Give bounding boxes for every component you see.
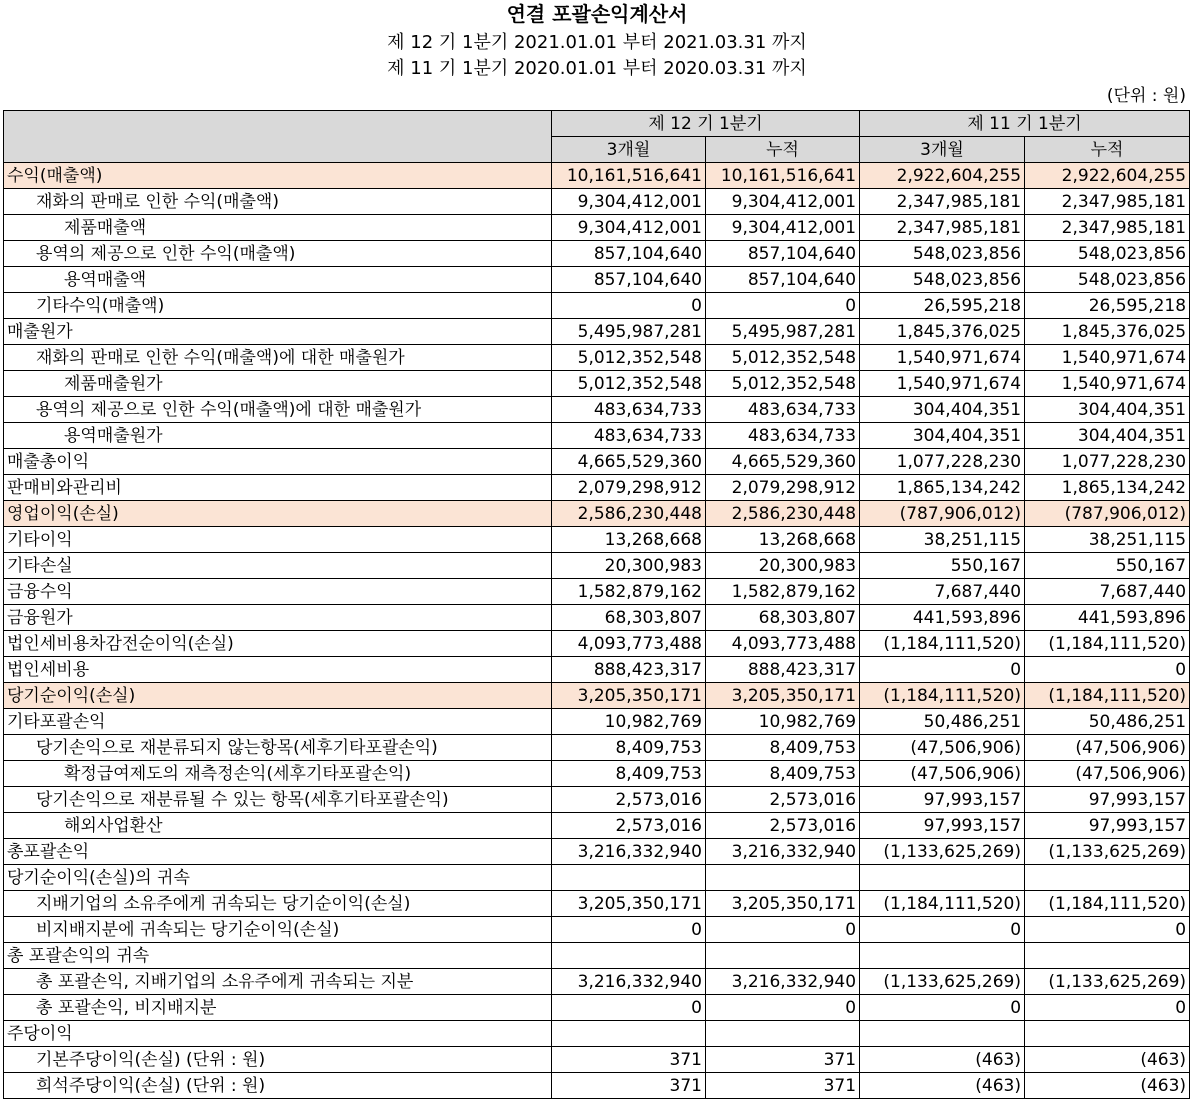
value-cell — [706, 1021, 860, 1047]
table-row — [4, 267, 1190, 293]
value-cell: 888,423,317 — [552, 657, 706, 683]
row-label: 확정급여제도의 재측정손익(세후기타포괄손익) — [4, 761, 552, 787]
table-row — [4, 995, 1190, 1021]
table-row — [4, 241, 1190, 267]
row-label: 금융원가 — [4, 605, 552, 631]
value-cell: 0 — [706, 293, 860, 319]
value-cell: 38,251,115 — [1025, 527, 1190, 553]
table-row — [4, 917, 1190, 943]
value-cell: 50,486,251 — [860, 709, 1025, 735]
row-label: 판매비와관리비 — [4, 475, 552, 501]
value-cell: 20,300,983 — [552, 553, 706, 579]
statement-title: 연결 포괄손익계산서 — [506, 2, 688, 26]
value-cell: 97,993,157 — [860, 813, 1025, 839]
value-cell: 50,486,251 — [1025, 709, 1190, 735]
table-row — [4, 319, 1190, 345]
table-row — [4, 735, 1190, 761]
value-cell: 2,586,230,448 — [706, 501, 860, 527]
value-cell: 10,982,769 — [552, 709, 706, 735]
value-cell: 441,593,896 — [1025, 605, 1190, 631]
value-cell: (787,906,012) — [860, 501, 1025, 527]
value-cell: 304,404,351 — [860, 397, 1025, 423]
value-cell: 550,167 — [860, 553, 1025, 579]
table-row — [4, 839, 1190, 865]
value-cell: 10,161,516,641 — [552, 163, 706, 189]
header-prior-3months: 3개월 — [860, 137, 1025, 163]
header-row-groups — [4, 111, 1190, 137]
table-row — [4, 527, 1190, 553]
row-label: 비지배지분에 귀속되는 당기순이익(손실) — [4, 917, 552, 943]
value-cell: 857,104,640 — [552, 241, 706, 267]
value-cell: (47,506,906) — [860, 761, 1025, 787]
value-cell: 1,582,879,162 — [706, 579, 860, 605]
value-cell: (1,133,625,269) — [860, 969, 1025, 995]
row-label: 용역의 제공으로 인한 수익(매출액)에 대한 매출원가 — [4, 397, 552, 423]
value-cell: 0 — [1025, 657, 1190, 683]
header-blank-cell — [4, 111, 552, 163]
value-cell: 2,573,016 — [552, 787, 706, 813]
value-cell: 304,404,351 — [860, 423, 1025, 449]
value-cell — [1025, 1021, 1190, 1047]
value-cell: 548,023,856 — [1025, 241, 1190, 267]
value-cell: 13,268,668 — [706, 527, 860, 553]
value-cell: 1,540,971,674 — [1025, 371, 1190, 397]
table-row — [4, 293, 1190, 319]
table-row — [4, 501, 1190, 527]
table-row — [4, 605, 1190, 631]
value-cell: 2,586,230,448 — [552, 501, 706, 527]
value-cell: 3,205,350,171 — [552, 891, 706, 917]
value-cell: 2,573,016 — [552, 813, 706, 839]
value-cell: (1,184,111,520) — [1025, 631, 1190, 657]
value-cell: 4,093,773,488 — [706, 631, 860, 657]
value-cell: 2,347,985,181 — [1025, 215, 1190, 241]
table-row — [4, 215, 1190, 241]
value-cell: 2,573,016 — [706, 813, 860, 839]
value-cell: 2,922,604,255 — [860, 163, 1025, 189]
value-cell: 0 — [552, 293, 706, 319]
value-cell: 13,268,668 — [552, 527, 706, 553]
value-cell: (1,184,111,520) — [1025, 891, 1190, 917]
value-cell: 38,251,115 — [860, 527, 1025, 553]
value-cell: 371 — [706, 1073, 860, 1099]
row-label: 총 포괄손익, 비지배지분 — [4, 995, 552, 1021]
value-cell: 8,409,753 — [706, 761, 860, 787]
row-label: 지배기업의 소유주에게 귀속되는 당기순이익(손실) — [4, 891, 552, 917]
value-cell: 888,423,317 — [706, 657, 860, 683]
table-row — [4, 449, 1190, 475]
value-cell: (47,506,906) — [860, 735, 1025, 761]
row-label: 매출총이익 — [4, 449, 552, 475]
value-cell: (1,184,111,520) — [1025, 683, 1190, 709]
header-prior-period: 제 11 기 1분기 — [860, 111, 1190, 137]
value-cell: (787,906,012) — [1025, 501, 1190, 527]
period-prior: 제 11 기 1분기 2020.01.01 부터 2020.03.31 까지 — [387, 58, 807, 79]
table-row — [4, 163, 1190, 189]
row-label: 기본주당이익(손실) (단위 : 원) — [4, 1047, 552, 1073]
value-cell: 441,593,896 — [860, 605, 1025, 631]
value-cell: 2,573,016 — [706, 787, 860, 813]
value-cell: 68,303,807 — [706, 605, 860, 631]
row-label: 기타포괄손익 — [4, 709, 552, 735]
value-cell: (1,133,625,269) — [1025, 839, 1190, 865]
row-label: 당기손익으로 재분류되지 않는항목(세후기타포괄손익) — [4, 735, 552, 761]
value-cell — [552, 1021, 706, 1047]
value-cell — [860, 865, 1025, 891]
value-cell — [860, 943, 1025, 969]
period-current: 제 12 기 1분기 2021.01.01 부터 2021.03.31 까지 — [387, 32, 807, 53]
value-cell: 0 — [860, 657, 1025, 683]
value-cell: 5,495,987,281 — [706, 319, 860, 345]
row-label: 당기순이익(손실) — [4, 683, 552, 709]
value-cell: 3,216,332,940 — [552, 839, 706, 865]
row-label: 제품매출액 — [4, 215, 552, 241]
value-cell: 9,304,412,001 — [706, 189, 860, 215]
value-cell: 5,495,987,281 — [552, 319, 706, 345]
value-cell: 1,582,879,162 — [552, 579, 706, 605]
value-cell: 3,205,350,171 — [706, 891, 860, 917]
header-current-3months: 3개월 — [552, 137, 706, 163]
value-cell: (1,133,625,269) — [860, 839, 1025, 865]
value-cell: 8,409,753 — [552, 761, 706, 787]
value-cell: 5,012,352,548 — [552, 371, 706, 397]
table-row — [4, 345, 1190, 371]
table-row — [4, 761, 1190, 787]
row-label: 총포괄손익 — [4, 839, 552, 865]
header-prior-cumulative: 누적 — [1025, 137, 1190, 163]
table-row — [4, 475, 1190, 501]
value-cell: 1,865,134,242 — [1025, 475, 1190, 501]
row-label: 법인세비용차감전순이익(손실) — [4, 631, 552, 657]
row-label: 금융수익 — [4, 579, 552, 605]
value-cell: 5,012,352,548 — [706, 345, 860, 371]
table-row — [4, 423, 1190, 449]
unit-label: (단위 : 원) — [1106, 86, 1186, 106]
value-cell: 483,634,733 — [552, 397, 706, 423]
value-cell: (463) — [1025, 1047, 1190, 1073]
value-cell — [552, 865, 706, 891]
value-cell: 2,347,985,181 — [860, 215, 1025, 241]
income-statement-table — [3, 110, 1190, 1099]
value-cell: 10,982,769 — [706, 709, 860, 735]
value-cell: 5,012,352,548 — [552, 345, 706, 371]
value-cell: 0 — [860, 917, 1025, 943]
value-cell: 0 — [1025, 995, 1190, 1021]
value-cell: 304,404,351 — [1025, 423, 1190, 449]
value-cell: 9,304,412,001 — [706, 215, 860, 241]
row-label: 제품매출원가 — [4, 371, 552, 397]
value-cell: 0 — [552, 995, 706, 1021]
row-label: 용역매출원가 — [4, 423, 552, 449]
value-cell: 7,687,440 — [1025, 579, 1190, 605]
value-cell: 8,409,753 — [552, 735, 706, 761]
value-cell: 97,993,157 — [860, 787, 1025, 813]
value-cell: 26,595,218 — [860, 293, 1025, 319]
value-cell: 371 — [552, 1073, 706, 1099]
value-cell: (1,184,111,520) — [860, 891, 1025, 917]
value-cell: 8,409,753 — [706, 735, 860, 761]
table-row — [4, 709, 1190, 735]
value-cell: (1,184,111,520) — [860, 631, 1025, 657]
table-row — [4, 1073, 1190, 1099]
value-cell: 0 — [860, 995, 1025, 1021]
table-row — [4, 813, 1190, 839]
row-label: 기타수익(매출액) — [4, 293, 552, 319]
value-cell: 304,404,351 — [1025, 397, 1190, 423]
value-cell: 1,077,228,230 — [860, 449, 1025, 475]
value-cell: 10,161,516,641 — [706, 163, 860, 189]
value-cell: 483,634,733 — [706, 397, 860, 423]
value-cell — [706, 943, 860, 969]
value-cell: 0 — [706, 917, 860, 943]
value-cell — [860, 1021, 1025, 1047]
table-row — [4, 891, 1190, 917]
value-cell: 68,303,807 — [552, 605, 706, 631]
table-row — [4, 657, 1190, 683]
row-label: 재화의 판매로 인한 수익(매출액)에 대한 매출원가 — [4, 345, 552, 371]
value-cell: 1,540,971,674 — [860, 371, 1025, 397]
value-cell: 97,993,157 — [1025, 787, 1190, 813]
table-row — [4, 189, 1190, 215]
value-cell: 2,347,985,181 — [860, 189, 1025, 215]
row-label: 기타이익 — [4, 527, 552, 553]
value-cell: 550,167 — [1025, 553, 1190, 579]
table-row — [4, 943, 1190, 969]
value-cell: 3,205,350,171 — [552, 683, 706, 709]
value-cell: (47,506,906) — [1025, 735, 1190, 761]
value-cell: (463) — [1025, 1073, 1190, 1099]
table-row — [4, 969, 1190, 995]
value-cell: 2,922,604,255 — [1025, 163, 1190, 189]
value-cell: 371 — [552, 1047, 706, 1073]
value-cell: 3,216,332,940 — [706, 839, 860, 865]
value-cell: 2,347,985,181 — [1025, 189, 1190, 215]
value-cell: 548,023,856 — [860, 267, 1025, 293]
value-cell: 3,205,350,171 — [706, 683, 860, 709]
value-cell: (463) — [860, 1047, 1025, 1073]
row-label: 당기손익으로 재분류될 수 있는 항목(세후기타포괄손익) — [4, 787, 552, 813]
value-cell: 26,595,218 — [1025, 293, 1190, 319]
value-cell: 4,093,773,488 — [552, 631, 706, 657]
row-label: 희석주당이익(손실) (단위 : 원) — [4, 1073, 552, 1099]
table-row — [4, 683, 1190, 709]
row-label: 총 포괄손익, 지배기업의 소유주에게 귀속되는 지분 — [4, 969, 552, 995]
value-cell: 483,634,733 — [706, 423, 860, 449]
value-cell: 1,845,376,025 — [860, 319, 1025, 345]
value-cell: 3,216,332,940 — [706, 969, 860, 995]
value-cell — [552, 943, 706, 969]
row-label: 매출원가 — [4, 319, 552, 345]
value-cell: 0 — [706, 995, 860, 1021]
value-cell: (1,184,111,520) — [860, 683, 1025, 709]
row-label: 당기순이익(손실)의 귀속 — [4, 865, 552, 891]
value-cell: 1,540,971,674 — [1025, 345, 1190, 371]
value-cell: 857,104,640 — [552, 267, 706, 293]
value-cell: 1,077,228,230 — [1025, 449, 1190, 475]
value-cell: 4,665,529,360 — [706, 449, 860, 475]
table-row — [4, 787, 1190, 813]
value-cell: 20,300,983 — [706, 553, 860, 579]
value-cell: 0 — [552, 917, 706, 943]
value-cell — [1025, 943, 1190, 969]
row-label: 용역의 제공으로 인한 수익(매출액) — [4, 241, 552, 267]
table-row — [4, 579, 1190, 605]
row-label: 기타손실 — [4, 553, 552, 579]
row-label: 재화의 판매로 인한 수익(매출액) — [4, 189, 552, 215]
value-cell: 4,665,529,360 — [552, 449, 706, 475]
value-cell: 7,687,440 — [860, 579, 1025, 605]
row-label: 총 포괄손익의 귀속 — [4, 943, 552, 969]
value-cell: 483,634,733 — [552, 423, 706, 449]
value-cell: 548,023,856 — [1025, 267, 1190, 293]
value-cell: 1,845,376,025 — [1025, 319, 1190, 345]
value-cell: 9,304,412,001 — [552, 189, 706, 215]
value-cell: 97,993,157 — [1025, 813, 1190, 839]
header-current-cumulative: 누적 — [706, 137, 860, 163]
table-row — [4, 1047, 1190, 1073]
value-cell: 857,104,640 — [706, 241, 860, 267]
value-cell: 3,216,332,940 — [552, 969, 706, 995]
value-cell: (463) — [860, 1073, 1025, 1099]
row-label: 주당이익 — [4, 1021, 552, 1047]
header-current-period: 제 12 기 1분기 — [552, 111, 860, 137]
value-cell — [706, 865, 860, 891]
value-cell: 2,079,298,912 — [706, 475, 860, 501]
value-cell: 1,865,134,242 — [860, 475, 1025, 501]
value-cell: 5,012,352,548 — [706, 371, 860, 397]
value-cell: 857,104,640 — [706, 267, 860, 293]
row-label: 용역매출액 — [4, 267, 552, 293]
table-row — [4, 371, 1190, 397]
value-cell: 1,540,971,674 — [860, 345, 1025, 371]
table-row — [4, 631, 1190, 657]
value-cell: 0 — [1025, 917, 1190, 943]
row-label: 해외사업환산 — [4, 813, 552, 839]
table-row — [4, 397, 1190, 423]
row-label: 영업이익(손실) — [4, 501, 552, 527]
value-cell: 2,079,298,912 — [552, 475, 706, 501]
value-cell: 9,304,412,001 — [552, 215, 706, 241]
value-cell: (47,506,906) — [1025, 761, 1190, 787]
row-label: 법인세비용 — [4, 657, 552, 683]
table-row — [4, 553, 1190, 579]
value-cell: 548,023,856 — [860, 241, 1025, 267]
table-row — [4, 1021, 1190, 1047]
value-cell — [1025, 865, 1190, 891]
table-row — [4, 865, 1190, 891]
row-label: 수익(매출액) — [4, 163, 552, 189]
value-cell: (1,133,625,269) — [1025, 969, 1190, 995]
value-cell: 371 — [706, 1047, 860, 1073]
